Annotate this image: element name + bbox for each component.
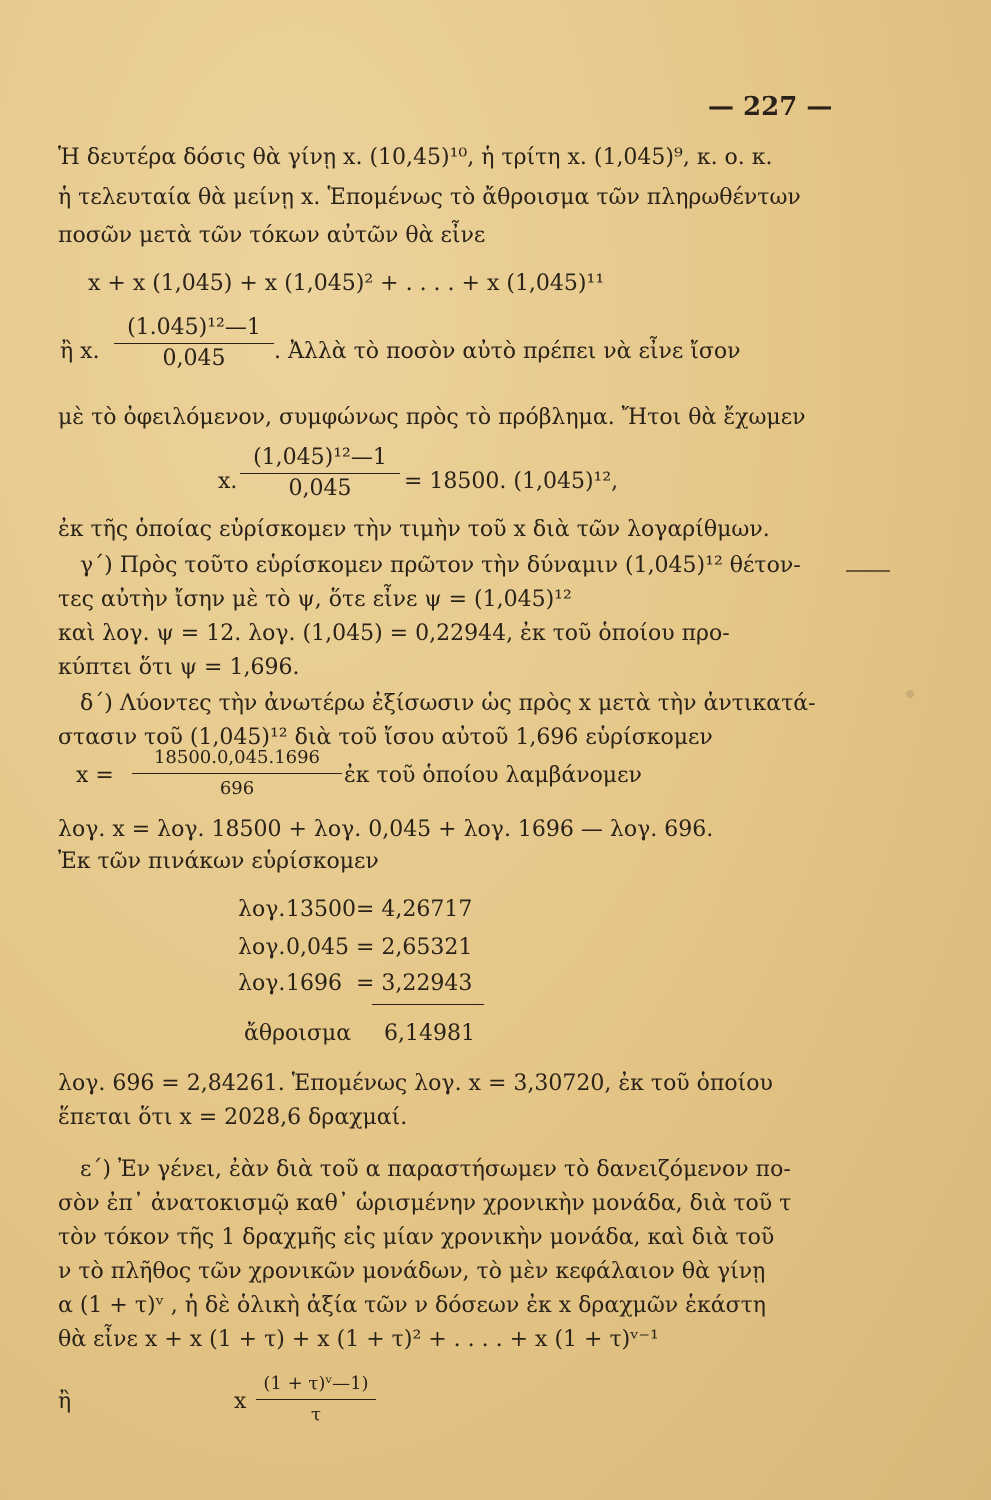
- text-line-23: ε΄) Ἐν γένει, ἐὰν διὰ τοῦ α παραστήσωμεν τὸ δανειζόμενον πο-: [80, 1157, 791, 1182]
- text-line-15: λογ. x = λογ. 18500 + λογ. 0,045 + λογ. 1696 — λογ. 696.: [58, 817, 714, 842]
- text-line-1: Ἡ δευτέρα δόσις θὰ γίνῃ x. (10,45)¹⁰, ἡ τρίτη x. (1,045)⁹, κ. ο. κ.: [58, 145, 773, 170]
- equation-5-denominator: τ: [311, 1404, 321, 1425]
- equation-5-fraction: [256, 1370, 376, 1429]
- equation-5-x: x: [234, 1389, 247, 1414]
- text-line-11: κύπτει ὅτι ψ = 1,696.: [58, 655, 300, 680]
- sum-label: ἄθροισμα: [244, 1021, 352, 1046]
- equation-2-denominator: 0,045: [162, 346, 226, 371]
- equation-2-fraction: [114, 314, 274, 373]
- page-number: — 227 —: [708, 92, 833, 122]
- text-line-25: τὸν τόκον τῆς 1 δραχμῆς εἰς μίαν χρονικὴν μονάδα, καὶ διὰ τοῦ: [58, 1225, 775, 1250]
- log-row-1-value: = 4,26717: [356, 897, 473, 922]
- equation-4-prefix: x =: [76, 763, 114, 788]
- log-row-1-label: λογ.: [238, 897, 286, 922]
- equation-3-fraction: [240, 444, 400, 503]
- equation-3-denominator: 0,045: [288, 476, 352, 501]
- sum-rule: [372, 1004, 484, 1005]
- text-line-12: δ΄) Λύοντες τὴν ἀνωτέρω ἐξίσωσιν ὡς πρὸς x μετὰ τὴν ἀντικατά-: [80, 691, 816, 716]
- log-row-2-arg: 0,045: [286, 935, 349, 960]
- sum-value: 6,14981: [384, 1021, 475, 1046]
- equation-4-suffix: ἐκ τοῦ ὁποίου λαμβάνομεν: [344, 763, 642, 788]
- equation-5-prefix: ἢ: [58, 1389, 72, 1414]
- log-row-2-label: λογ.: [238, 935, 286, 960]
- text-line-26: ν τὸ πλῆθος τῶν χρονικῶν μονάδων, τὸ μὲν κεφάλαιον θὰ γίνῃ: [58, 1259, 766, 1284]
- margin-dot: [906, 690, 914, 698]
- equation-4-fraction: [132, 744, 342, 803]
- equation-4-denominator: 696: [219, 778, 255, 799]
- text-line-28: θὰ εἶνε x + x (1 + τ) + x (1 + τ)² + . . . . + x (1 + τ)ᵛ⁻¹: [58, 1327, 659, 1352]
- log-row-3-arg: 1696: [286, 971, 342, 996]
- text-line-24: σὸν ἐπ᾽ ἀνατοκισμῷ καθ᾽ ὡρισμένην χρονικὴν μονάδα, διὰ τοῦ τ: [58, 1191, 792, 1216]
- equation-sum-series: x + x (1,045) + x (1,045)² + . . . . + x (1,045)¹¹: [88, 271, 605, 296]
- text-line-27: α (1 + τ)ᵛ , ἡ δὲ ὁλικὴ ἀξία τῶν ν δόσεων ἐκ x δραχμῶν ἑκάστη: [58, 1293, 766, 1318]
- log-row-2-value: = 2,65321: [356, 935, 473, 960]
- text-line-5: μὲ τὸ ὀφειλόμενον, συμφώνως πρὸς τὸ πρόβλημα. Ἤτοι θὰ ἔχωμεν: [58, 405, 806, 430]
- equation-5-numerator: (1 + τ)ᵛ—1): [256, 1370, 376, 1400]
- equation-3-numerator: (1,045)¹²—1: [240, 444, 400, 474]
- equation-2-suffix: . Ἀλλὰ τὸ ποσὸν αὐτὸ πρέπει νὰ εἶνε ἴσον: [274, 339, 741, 364]
- text-line-3: ποσῶν μετὰ τῶν τόκων αὐτῶν θὰ εἶνε: [58, 223, 486, 248]
- equation-2-prefix: ἢ x.: [60, 339, 100, 364]
- equation-3-suffix: = 18500. (1,045)¹²,: [404, 469, 619, 494]
- text-line-10: καὶ λογ. ψ = 12. λογ. (1,045) = 0,22944, ἐκ τοῦ ὁποίου προ-: [58, 621, 730, 646]
- margin-mark: [846, 570, 890, 572]
- text-line-22: ἕπεται ὅτι x = 2028,6 δραχμαί.: [58, 1105, 408, 1130]
- text-line-9: τες αὐτὴν ἴσην μὲ τὸ ψ, ὅτε εἶνε ψ = (1,045)¹²: [58, 587, 572, 612]
- text-line-8: γ΄) Πρὸς τοῦτο εὑρίσκομεν πρῶτον τὴν δύναμιν (1,045)¹² θέτον-: [80, 553, 801, 578]
- text-line-16: Ἐκ τῶν πινάκων εὑρίσκομεν: [58, 849, 379, 874]
- text-line-13: στασιν τοῦ (1,045)¹² διὰ τοῦ ἴσου αὐτοῦ 1,696 εὑρίσκομεν: [58, 725, 713, 750]
- text-line-2: ἡ τελευταία θὰ μείνῃ x. Ἑπομένως τὸ ἄθροισμα τῶν πληρωθέντων: [58, 185, 801, 210]
- equation-4-numerator: 18500.0,045.1696: [132, 744, 342, 774]
- log-row-1-arg: 13500: [286, 897, 356, 922]
- log-row-3-value: = 3,22943: [356, 971, 473, 996]
- equation-3-prefix: x.: [218, 469, 238, 494]
- text-line-21: λογ. 696 = 2,84261. Ἑπομένως λογ. x = 3,30720, ἐκ τοῦ ὁποίου: [58, 1071, 773, 1096]
- equation-2-numerator: (1.045)¹²—1: [114, 314, 274, 344]
- text-line-7: ἐκ τῆς ὁποίας εὑρίσκομεν τὴν τιμὴν τοῦ x διὰ τῶν λογαρίθμων.: [58, 517, 770, 542]
- log-row-3-label: λογ.: [238, 971, 286, 996]
